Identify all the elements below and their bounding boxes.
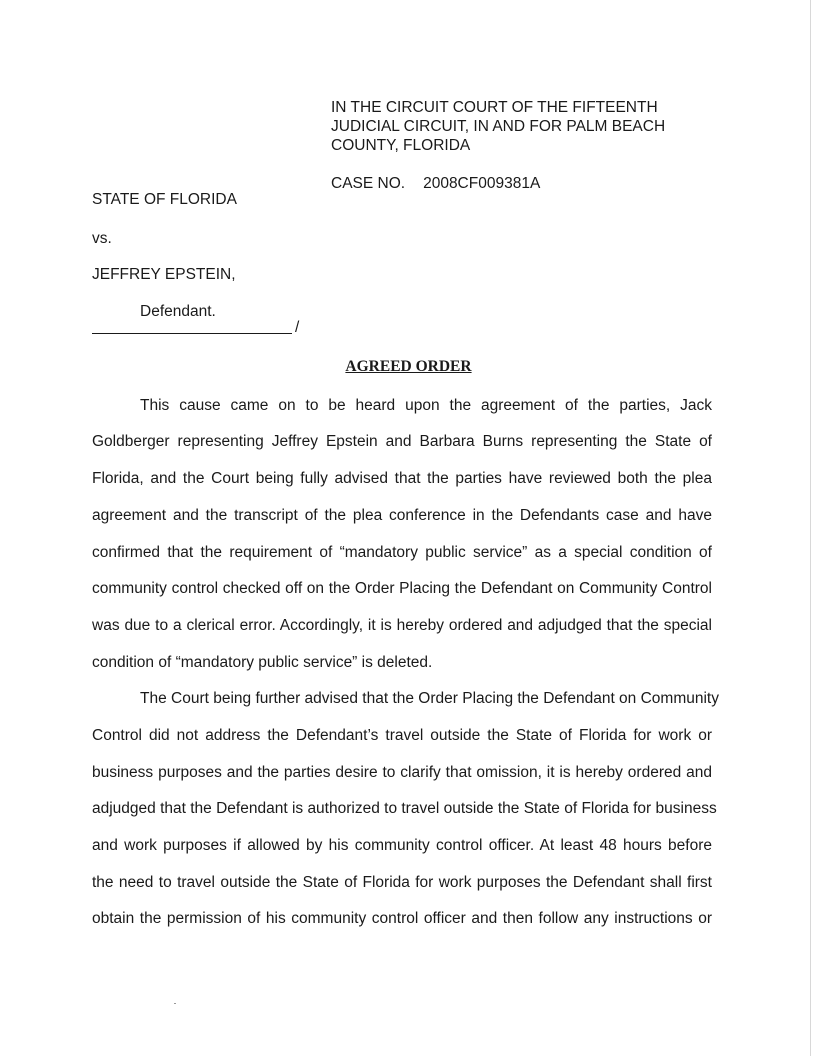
court-caption [331,98,751,155]
document-title: AGREED ORDER [345,358,472,375]
caption-signature-line [92,333,292,334]
caption-slash: / [295,319,300,336]
defendant-name: JEFFREY EPSTEIN, [92,266,236,283]
body-line: The Court being further advised that the Order Placing the Defendant on Community [140,690,719,707]
page-edge-line [810,0,811,1056]
body-line: community control checked off on the Order Placing the Defendant on Community Control [92,580,712,597]
body-line: business purposes and the parties desire to clarify that omission, it is hereby ordered and [92,764,712,781]
body-line: condition of “mandatory public service” is deleted. [92,654,433,671]
body-line: and work purposes if allowed by his community control officer. At least 48 hours before [92,837,712,854]
case-no-value: 2008CF009381A [423,175,541,192]
body-line: Florida, and the Court being fully advised that the parties have reviewed both the plea [92,470,712,487]
case-no-label: CASE NO. [331,175,406,192]
court-line: COUNTY, FLORIDA [331,137,471,154]
court-line: IN THE CIRCUIT COURT OF THE FIFTEENTH [331,99,658,116]
versus: vs. [92,230,112,247]
body-line: obtain the permission of his community control officer and then follow any instructions or [92,910,712,927]
body-line: confirmed that the requirement of “mandatory public service” as a special condition of [92,544,712,561]
body-line: Control did not address the Defendant’s travel outside the State of Florida for work or [92,727,712,744]
body-line: the need to travel outside the State of Florida for work purposes the Defendant shall first [92,874,712,891]
plaintiff: STATE OF FLORIDA [92,191,237,208]
defendant-label: Defendant. [140,303,216,320]
body-line: Goldberger representing Jeffrey Epstein and Barbara Burns representing the State of [92,433,712,450]
body-line: agreement and the transcript of the plea conference in the Defendants case and have [92,507,712,524]
case-number [331,175,540,193]
body-line: This cause came on to be heard upon the agreement of the parties, Jack [140,397,712,414]
court-line: JUDICIAL CIRCUIT, IN AND FOR PALM BEACH [331,118,666,135]
body-line: was due to a clerical error. Accordingly, it is hereby ordered and adjudged that the special [92,617,712,634]
scan-speck [174,1003,176,1004]
body-line: adjudged that the Defendant is authorized to travel outside the State of Florida for business [92,800,717,817]
